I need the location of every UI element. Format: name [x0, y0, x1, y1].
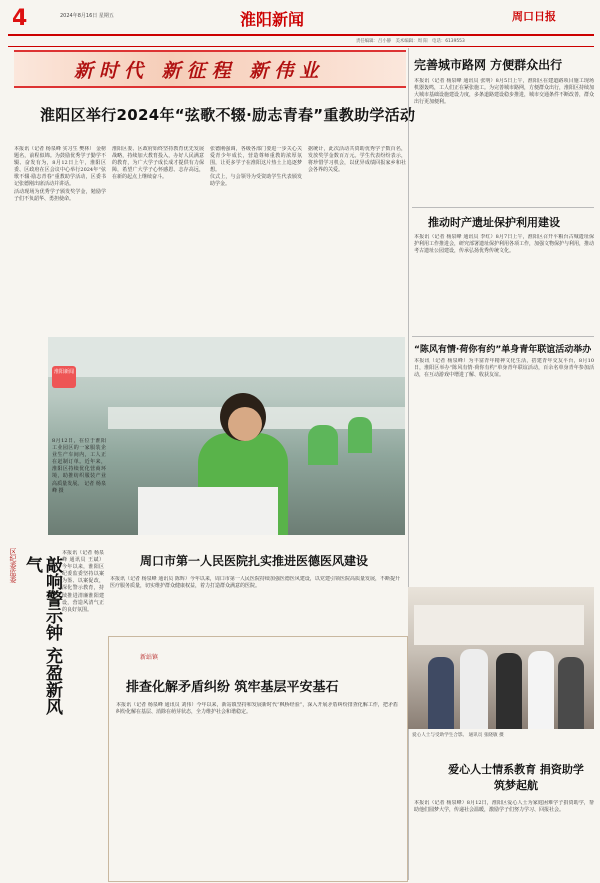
- lead-col-3: 张德刚强调，各级各部门要进一步关心关爱青少年成长，营造尊师重教的浓厚氛围，让更多学子在淮阳这片热土上追逐梦想。 仪式上，与会领导为受资助学生代表颁发助学金。: [210, 146, 302, 188]
- lead-col-2: 淮阳区委、区政府始终坚持教育优先发展战略，持续加大教育投入，办好人民满意的教育，为广大学子成长成才提供有力保障，希望广大学子心怀感恩、志存高远，在新的起点上继续奋斗。: [112, 146, 204, 181]
- hospital-text: 本报讯（记者 杨泉峰 通讯员 陈辉）今年以来，周口市第一人民医院持续加强医德医风建设，以党建引领医院高质量发展，不断提升医疗服务质量，切实维护群众健康权益，着力打造群众满意的医院。: [110, 576, 400, 590]
- worker-background: [308, 425, 338, 465]
- person-4: [528, 651, 554, 729]
- page-number: 4: [12, 6, 28, 31]
- road-headline: 完善城市路网 方便群众出行: [414, 58, 563, 72]
- banner-text: 新时代 新征程 新伟业: [74, 60, 325, 82]
- box-label: 新站镇: [140, 654, 159, 661]
- theme-banner: [14, 50, 406, 88]
- wall-sign: [414, 605, 584, 645]
- matchmaking-text: 本报讯（记者 杨泉峰）为丰富青年精神文化生活，搭建青年交友平台，8月10日，淮阳区举办“陈风有情·荷你有约”单身青年联谊活动，百余名单身青年参加活动，在互动游戏中增进了解、收获友谊。: [414, 358, 594, 379]
- matchmaking-headline: “陈风有情·荷你有约”单身青年联谊活动举办: [414, 345, 592, 355]
- sewing-machine: [138, 487, 278, 535]
- hospital-headline: 周口市第一人民医院扎实推进医德医风建设: [140, 554, 369, 568]
- header-contact: 责任编辑：吕小静 美术编辑：周 阳 电话：6139553: [356, 39, 465, 44]
- lead-col-4: 据统计，此次活动共资助优秀学子数百名，发放奖学金数百万元。学生代表纷纷表示，将珍惜学习机会，以优异成绩回报家乡和社会各界的关爱。: [308, 146, 406, 174]
- box-text: 本报讯（记者 杨泉峰 通讯员 刘伟）今年以来，新站镇坚持和发展新时代“枫桥经验”，深入开展矛盾纠纷排查化解工作，把矛盾纠纷化解在基层、消除在萌芽状态，全力维护社会和谐稳定。: [116, 702, 398, 716]
- person-2: [460, 649, 488, 729]
- worker-face: [228, 407, 262, 441]
- paper-logo: 周口日报: [512, 10, 556, 23]
- issue-date: 2024年8月16日 星期五: [60, 13, 114, 19]
- lead-col-1: 本报讯（记者 杨泉峰 实习生 樊林） 金榜题名，前程似锦。为鼓励优秀学子勤学不辍、奋发有为，8月12日上午，淮阳区委、区政府在区会议中心举行2024年“弦歌不辍·励志青春”重教助学活动，区委书记张德刚出席活动并讲话。 活动现场为优秀学子颁发奖学金，勉励学子们不负韶华、勇担使命。: [14, 146, 106, 202]
- heritage-text: 本报讯（记者 杨泉峰 通讯员 李红）8月7日上午，淮阳区召开平粮台古城遗址保护利用工作推进会，研究部署遗址保护利用各项工作，加强文物保护与利用，推动考古遗址公园建设，传承弘扬优秀传统文化。: [414, 234, 594, 255]
- rule-1: [412, 207, 594, 208]
- person-1: [428, 657, 454, 729]
- box-headline: 排查化解矛盾纠纷 筑牢基层平安基石: [126, 680, 339, 695]
- column-divider: [408, 48, 409, 880]
- person-5: [558, 657, 584, 729]
- ceiling: [48, 337, 405, 377]
- photo-badge: 淮阳新闻: [52, 366, 76, 388]
- person-3: [496, 653, 522, 729]
- photo-caption: 8月12日，在位于淮阳工业园区的一家服装企业生产车间内，工人正在赶制订单。近年来，淮阳区持续优化营商环境，助推纺织服装产业高质量发展。 记者 杨泉峰 摄: [52, 438, 106, 494]
- volunteers-photo: [408, 587, 594, 729]
- left-headline: 敲响警示钟 充盈新风气: [22, 556, 62, 715]
- donation-text: 本报讯（记者 杨泉峰）8月12日，淮阳区爱心人士为家庭困难学子捐资助学，帮助他们圆梦大学，传递社会温暖，激励学子们努力学习、回报社会。: [414, 800, 594, 814]
- header-rule-thin: [8, 46, 594, 47]
- lead-headline: 淮阳区举行2024年“弦歌不辍·励志青春”重教助学活动: [40, 106, 416, 124]
- heritage-headline: 推动时产遗址保护利用建设: [428, 216, 560, 229]
- left-column-label: 区纪委监委: [9, 548, 17, 583]
- donation-headline: 爱心人士情系教育 捐资助学筑梦起航: [448, 763, 584, 792]
- photo2-caption: 爱心人士与受助学生合影。 通讯员 张晓敏 摄: [412, 733, 504, 738]
- header-rule: [8, 34, 594, 36]
- section-title: 淮阳新闻: [240, 10, 305, 29]
- left-column-text: 本报讯（记者 杨泉峰 通讯员 王斌）今年以来，淮阳区纪委监委坚持以案为鉴、以案促改，深化警示教育，持续推进清廉淮阳建设，营造风清气正的良好氛围。: [62, 550, 104, 613]
- rule-2: [412, 336, 594, 337]
- worker-background-2: [348, 417, 372, 453]
- road-text: 本报讯（记者 杨泉峰 通讯员 张明）8月5日上午，淮阳区在建道路项目施工现场机器轰鸣，工人们正在紧张施工。为完善城市路网，方便群众出行，淮阳区持续加大城市基础设施建设力度，多条道路建设稳步推进，城市交通条件不断改善，群众出行更加便利。: [414, 78, 594, 106]
